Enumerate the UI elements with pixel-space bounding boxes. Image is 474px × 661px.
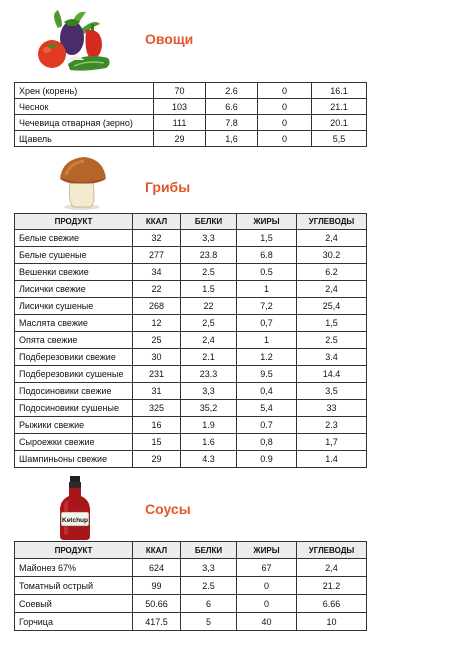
vegetables-title: Овощи bbox=[145, 31, 194, 47]
table-row bbox=[15, 247, 367, 264]
carbs-cell: 1.4 bbox=[297, 451, 367, 468]
fat-cell: 0 bbox=[237, 595, 297, 613]
carbs-cell: 1,7 bbox=[297, 434, 367, 451]
product-name: Рыжики свежие bbox=[15, 417, 133, 434]
carbs-cell: 14.4 bbox=[297, 366, 367, 383]
kcal-cell: 22 bbox=[133, 281, 181, 298]
table-row bbox=[15, 434, 367, 451]
carbs-cell: 2.3 bbox=[297, 417, 367, 434]
mushroom-illustration-icon bbox=[56, 155, 108, 211]
protein-cell: 2.5 bbox=[181, 577, 237, 595]
carbs-cell: 5,5 bbox=[312, 131, 367, 147]
protein-cell: 1.6 bbox=[181, 434, 237, 451]
kcal-cell: 111 bbox=[154, 115, 206, 131]
kcal-cell: 231 bbox=[133, 366, 181, 383]
kcal-cell: 99 bbox=[133, 577, 181, 595]
column-header-kcal: ККАЛ bbox=[133, 542, 181, 559]
carbs-cell: 33 bbox=[297, 400, 367, 417]
kcal-cell: 277 bbox=[133, 247, 181, 264]
table-row bbox=[15, 298, 367, 315]
carbs-cell: 2.5 bbox=[297, 332, 367, 349]
kcal-cell: 268 bbox=[133, 298, 181, 315]
fat-cell: 0 bbox=[258, 131, 312, 147]
table-row bbox=[15, 451, 367, 468]
fat-cell: 7,2 bbox=[237, 298, 297, 315]
ketchup-label: Ketchup bbox=[62, 517, 88, 524]
fat-cell: 40 bbox=[237, 613, 297, 631]
fat-cell: 9.5 bbox=[237, 366, 297, 383]
fat-cell: 1,5 bbox=[237, 230, 297, 247]
fat-cell: 5,4 bbox=[237, 400, 297, 417]
column-header-product: ПРОДУКТ bbox=[15, 542, 133, 559]
table-row bbox=[15, 613, 367, 631]
ketchup-bottle-icon bbox=[54, 476, 96, 542]
product-name: Белые свежие bbox=[15, 230, 133, 247]
fat-cell: 0.5 bbox=[237, 264, 297, 281]
table-row bbox=[15, 131, 367, 147]
column-header-carbs: УГЛЕВОДЫ bbox=[297, 214, 367, 230]
mushrooms-title: Грибы bbox=[145, 179, 191, 195]
table-row bbox=[15, 264, 367, 281]
fat-cell: 0,7 bbox=[237, 315, 297, 332]
table-header-row bbox=[15, 214, 367, 230]
vegetables-illustration-icon bbox=[28, 8, 118, 78]
product-name: Чеснок bbox=[15, 99, 154, 115]
protein-cell: 1.9 bbox=[181, 417, 237, 434]
fat-cell: 0,4 bbox=[237, 383, 297, 400]
column-header-protein: БЕЛКИ bbox=[181, 214, 237, 230]
column-header-fat: ЖИРЫ bbox=[237, 542, 297, 559]
protein-cell: 3,3 bbox=[181, 559, 237, 577]
kcal-cell: 34 bbox=[133, 264, 181, 281]
product-name: Лисички сушеные bbox=[15, 298, 133, 315]
carbs-cell: 20.1 bbox=[312, 115, 367, 131]
product-name: Вешенки свежие bbox=[15, 264, 133, 281]
table-row bbox=[15, 83, 367, 99]
column-header-kcal: ККАЛ bbox=[133, 214, 181, 230]
mushrooms-table bbox=[14, 213, 367, 468]
carbs-cell: 3,5 bbox=[297, 383, 367, 400]
protein-cell: 22 bbox=[181, 298, 237, 315]
carbs-cell: 30.2 bbox=[297, 247, 367, 264]
kcal-cell: 16 bbox=[133, 417, 181, 434]
table-row bbox=[15, 366, 367, 383]
table-row bbox=[15, 417, 367, 434]
protein-cell: 6.6 bbox=[206, 99, 258, 115]
table-row bbox=[15, 595, 367, 613]
product-name: Подберезовики свежие bbox=[15, 349, 133, 366]
table-row bbox=[15, 115, 367, 131]
protein-cell: 35,2 bbox=[181, 400, 237, 417]
protein-cell: 3,3 bbox=[181, 383, 237, 400]
fat-cell: 67 bbox=[237, 559, 297, 577]
carbs-cell: 2,4 bbox=[297, 281, 367, 298]
carbs-cell: 6.2 bbox=[297, 264, 367, 281]
column-header-fat: ЖИРЫ bbox=[237, 214, 297, 230]
kcal-cell: 624 bbox=[133, 559, 181, 577]
carbs-cell: 1,5 bbox=[297, 315, 367, 332]
product-name: Чечевица отварная (зерно) bbox=[15, 115, 154, 131]
carbs-cell: 25,4 bbox=[297, 298, 367, 315]
column-header-product: ПРОДУКТ bbox=[15, 214, 133, 230]
carbs-cell: 6.66 bbox=[297, 595, 367, 613]
kcal-cell: 417.5 bbox=[133, 613, 181, 631]
carbs-cell: 21.2 bbox=[297, 577, 367, 595]
table-row bbox=[15, 281, 367, 298]
table-row bbox=[15, 230, 367, 247]
fat-cell: 1 bbox=[237, 332, 297, 349]
kcal-cell: 25 bbox=[133, 332, 181, 349]
protein-cell: 2,5 bbox=[181, 315, 237, 332]
kcal-cell: 50.66 bbox=[133, 595, 181, 613]
product-name: Белые сушеные bbox=[15, 247, 133, 264]
fat-cell: 1 bbox=[237, 281, 297, 298]
product-name: Опята свежие bbox=[15, 332, 133, 349]
product-name: Горчица bbox=[15, 613, 133, 631]
table-row bbox=[15, 577, 367, 595]
protein-cell: 2.6 bbox=[206, 83, 258, 99]
column-header-protein: БЕЛКИ bbox=[181, 542, 237, 559]
protein-cell: 23.8 bbox=[181, 247, 237, 264]
column-header-carbs: УГЛЕВОДЫ bbox=[297, 542, 367, 559]
table-row bbox=[15, 383, 367, 400]
product-name: Щавель bbox=[15, 131, 154, 147]
table-row bbox=[15, 332, 367, 349]
kcal-cell: 30 bbox=[133, 349, 181, 366]
product-name: Соевый bbox=[15, 595, 133, 613]
product-name: Хрен (корень) bbox=[15, 83, 154, 99]
carbs-cell: 2,4 bbox=[297, 230, 367, 247]
table-header-row bbox=[15, 542, 367, 559]
protein-cell: 3,3 bbox=[181, 230, 237, 247]
protein-cell: 6 bbox=[181, 595, 237, 613]
product-name: Сыроежки свежие bbox=[15, 434, 133, 451]
fat-cell: 0,8 bbox=[237, 434, 297, 451]
protein-cell: 1,6 bbox=[206, 131, 258, 147]
fat-cell: 0 bbox=[258, 99, 312, 115]
fat-cell: 6.8 bbox=[237, 247, 297, 264]
table-row bbox=[15, 400, 367, 417]
carbs-cell: 10 bbox=[297, 613, 367, 631]
carbs-cell: 16.1 bbox=[312, 83, 367, 99]
protein-cell: 5 bbox=[181, 613, 237, 631]
kcal-cell: 31 bbox=[133, 383, 181, 400]
table-row bbox=[15, 559, 367, 577]
table-row bbox=[15, 315, 367, 332]
product-name: Подосиновики свежие bbox=[15, 383, 133, 400]
product-name: Шампиньоны свежие bbox=[15, 451, 133, 468]
kcal-cell: 29 bbox=[133, 451, 181, 468]
protein-cell: 2,4 bbox=[181, 332, 237, 349]
product-name: Маслята свежие bbox=[15, 315, 133, 332]
protein-cell: 23.3 bbox=[181, 366, 237, 383]
kcal-cell: 29 bbox=[154, 131, 206, 147]
kcal-cell: 325 bbox=[133, 400, 181, 417]
fat-cell: 0.7 bbox=[237, 417, 297, 434]
product-name: Майонез 67% bbox=[15, 559, 133, 577]
sauces-title: Соусы bbox=[145, 501, 191, 517]
protein-cell: 2.5 bbox=[181, 264, 237, 281]
protein-cell: 1.5 bbox=[181, 281, 237, 298]
protein-cell: 4.3 bbox=[181, 451, 237, 468]
kcal-cell: 103 bbox=[154, 99, 206, 115]
kcal-cell: 12 bbox=[133, 315, 181, 332]
kcal-cell: 70 bbox=[154, 83, 206, 99]
product-name: Лисички свежие bbox=[15, 281, 133, 298]
sauces-table bbox=[14, 541, 367, 631]
fat-cell: 0 bbox=[258, 115, 312, 131]
protein-cell: 2.1 bbox=[181, 349, 237, 366]
product-name: Подберезовики сушеные bbox=[15, 366, 133, 383]
fat-cell: 0.9 bbox=[237, 451, 297, 468]
table-row bbox=[15, 99, 367, 115]
product-name: Томатный острый bbox=[15, 577, 133, 595]
carbs-cell: 2,4 bbox=[297, 559, 367, 577]
fat-cell: 1.2 bbox=[237, 349, 297, 366]
fat-cell: 0 bbox=[237, 577, 297, 595]
protein-cell: 7.8 bbox=[206, 115, 258, 131]
carbs-cell: 21.1 bbox=[312, 99, 367, 115]
kcal-cell: 15 bbox=[133, 434, 181, 451]
product-name: Подосиновики сушеные bbox=[15, 400, 133, 417]
carbs-cell: 3.4 bbox=[297, 349, 367, 366]
vegetables-table bbox=[14, 82, 367, 147]
fat-cell: 0 bbox=[258, 83, 312, 99]
table-row bbox=[15, 349, 367, 366]
kcal-cell: 32 bbox=[133, 230, 181, 247]
